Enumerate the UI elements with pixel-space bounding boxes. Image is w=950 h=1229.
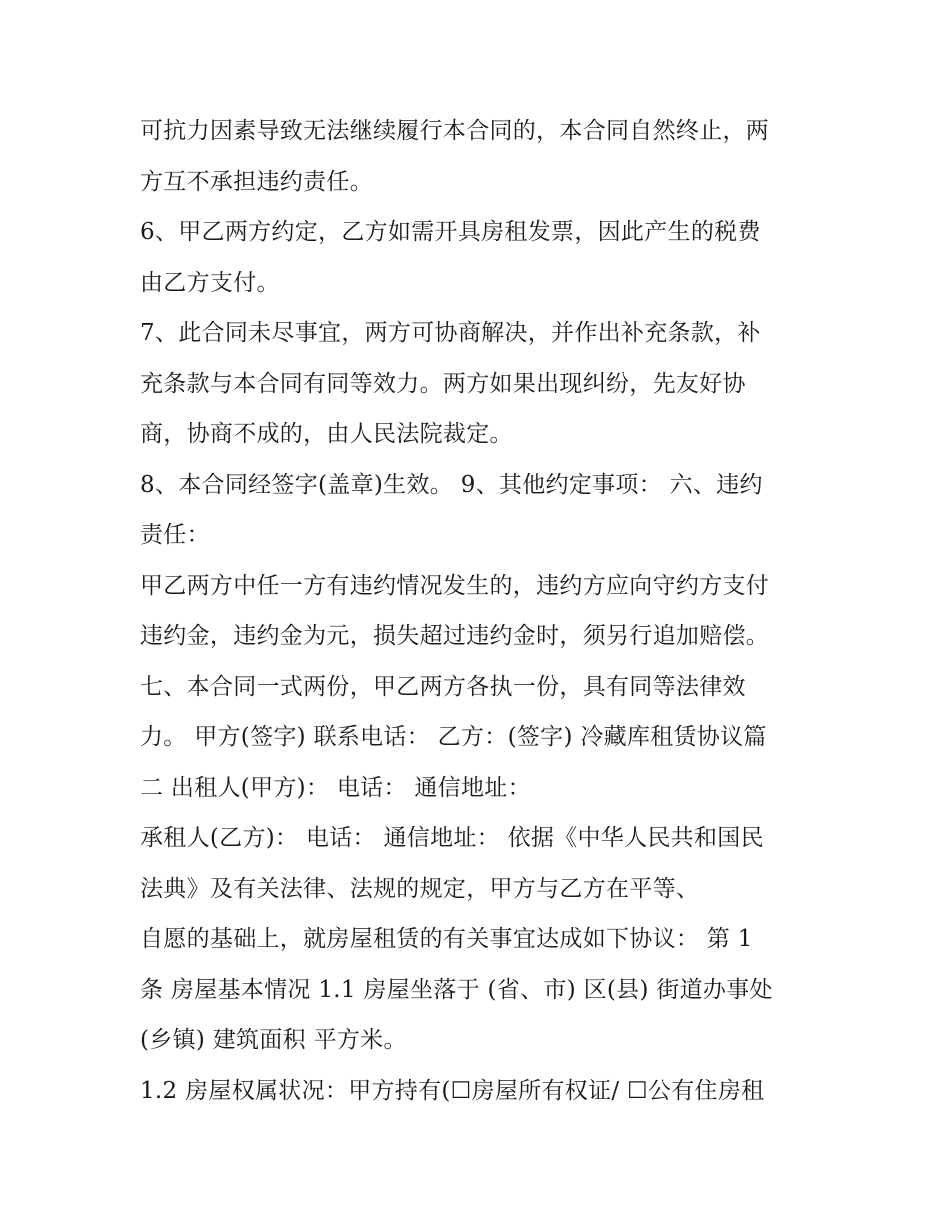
text-line: 七、本合同一式两份，甲乙两方各执一份，具有同等法律效 — [140, 673, 746, 700]
text-line: 8、本合同经签字(盖章)生效。 9、其他约定事项： 六、违约 — [140, 471, 763, 498]
text-line: 力。 甲方(签字) 联系电话： 乙方：(签字) 冷藏库租赁协议篇 — [140, 724, 767, 750]
text-line: 1.2 房屋权属状况：甲方持有(☐房屋所有权证/ ☐公有住房租 — [140, 1077, 765, 1104]
text-line: 承租人(乙方)： 电话： 通信地址： 依据《中华人民共和国民 — [140, 825, 764, 851]
text-line: 自愿的基础上，就房屋租赁的有关事宜达成如下协议： 第 1 — [140, 926, 753, 952]
text-line: 商，协商不成的，由人民法院裁定。 — [140, 421, 513, 447]
text-line: 方互不承担违约责任。 — [140, 168, 373, 195]
text-line: (乡镇) 建筑面积 平方米。 — [140, 1027, 407, 1053]
text-line: 甲乙两方中任一方有违约情况发生的，违约方应向守约方支付 — [140, 572, 770, 599]
document-body — [140, 106, 820, 1116]
text-line: 法典》及有关法律、法规的规定，甲方与乙方在平等、 — [140, 875, 700, 902]
text-line: 违约金，违约金为元，损失超过违约金时，须另行追加赔偿。 — [140, 623, 770, 649]
text-line: 6、甲乙两方约定，乙方如需开具房租发票，因此产生的税费 — [140, 219, 761, 245]
text-line: 责任： — [140, 522, 210, 548]
text-line: 二 出租人(甲方)： 电话： 通信地址： — [140, 774, 531, 801]
text-line: 条 房屋基本情况 1.1 房屋坐落于 (省、市) 区(县) 街道办事处 — [140, 976, 773, 1003]
text-line: 7、此合同未尽事宜，两方可协商解决，并作出补充条款，补 — [140, 320, 761, 346]
text-line: 由乙方支付。 — [140, 269, 280, 296]
text-line: 充条款与本合同有同等效力。两方如果出现纠纷，先友好协 — [140, 370, 746, 397]
text-line: 可抗力因素导致无法继续履行本合同的，本合同自然终止，两 — [140, 118, 770, 144]
